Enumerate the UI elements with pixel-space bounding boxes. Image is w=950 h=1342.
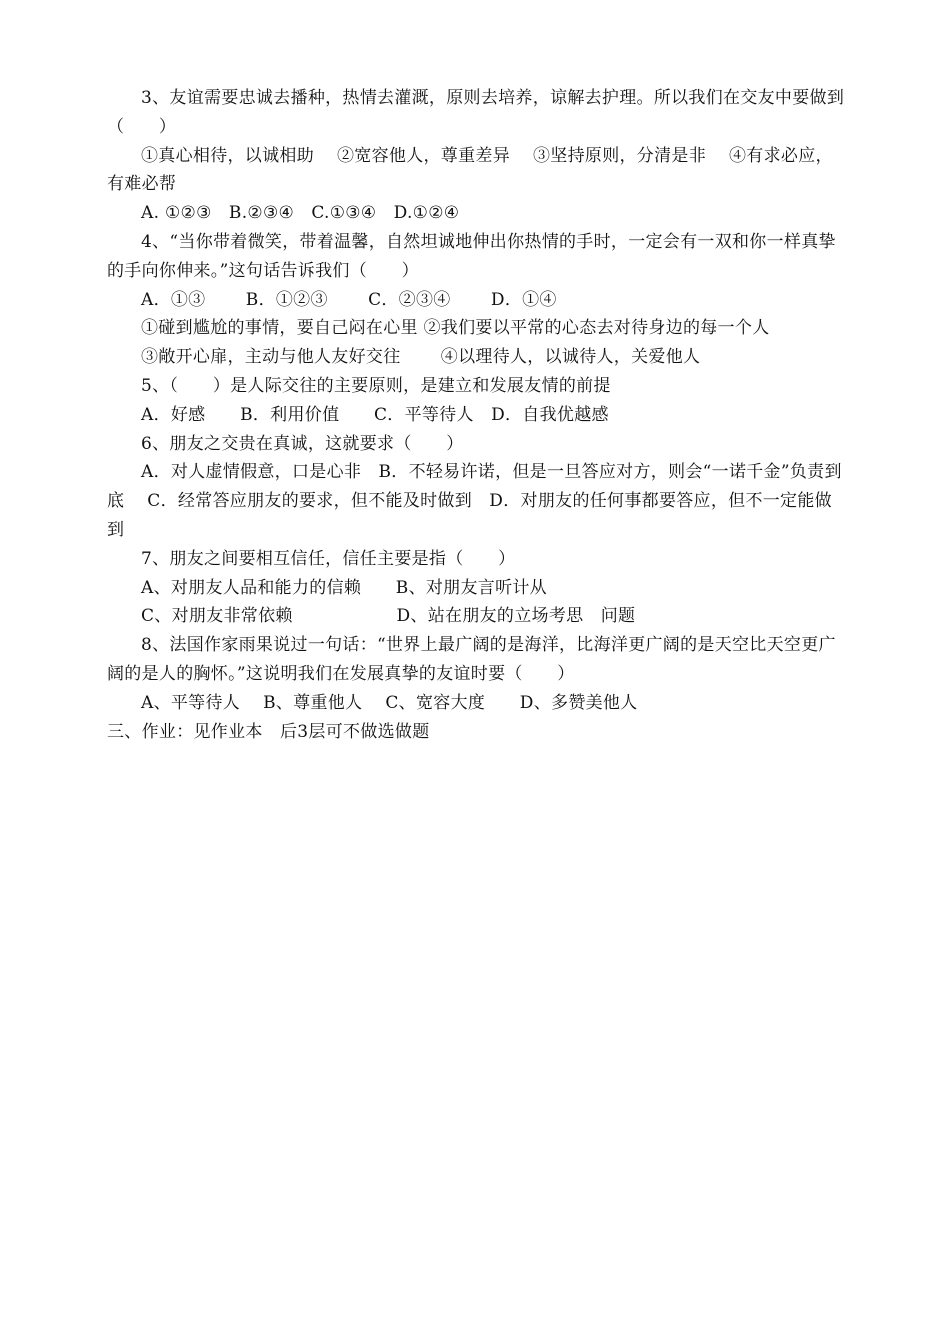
- q5-options: A．好感 B．利用价值 C．平等待人 D．自我优越感: [141, 404, 609, 425]
- q4-item-1: ①碰到尴尬的事情，要自己闷在心里 ②我们要以平常的心态去对待身边的每一个人: [141, 318, 770, 339]
- q7-options-row-2: C、对朋友非常依赖 D、站在朋友的立场考思 问题: [141, 606, 636, 627]
- q5-stem: 5、（ ）是人际交往的主要原则，是建立和发展友情的前提: [141, 375, 611, 396]
- q4-item-2: ③敞开心扉，主动与他人友好交往 ④以理待人，以诚待人，关爱他人: [141, 347, 701, 368]
- q4-options: A．①③ B．①②③ C．②③④ D．①④: [141, 289, 557, 310]
- q6-stem: 6、朋友之交贵在真诚，这就要求（ ）: [141, 433, 464, 454]
- homework-line: 三、作业：见作业本 后3层可不做选做题: [107, 721, 430, 742]
- q7-stem: 7、朋友之间要相互信任，信任主要是指（ ）: [141, 548, 516, 569]
- document-body: [107, 84, 847, 746]
- q7-options-row-1: A、对朋友人品和能力的信赖 B、对朋友言听计从: [141, 577, 547, 598]
- q3-options: A. ①②③ B.②③④ C.①③④ D.①②④: [141, 203, 460, 224]
- q4-stem: 4、“当你带着微笑，带着温馨，自然坦诚地伸出你热情的手时，一定会有一双和你一样真挚的手向你伸来。”这句话告诉我们（ ）: [107, 231, 836, 281]
- q3-stem: 3、友谊需要忠诚去播种，热情去灌溉，原则去培养，谅解去护理。所以我们在交友中要做到（ ）: [107, 88, 845, 137]
- q6-options: A．对人虚情假意，口是心非 B．不轻易许诺，但是一旦答应对方，则会“一诺千金”负责到底 C．经常答应朋友的要求，但不能及时做到 D．对朋友的任何事都要答应，但不一定能做到: [107, 462, 842, 540]
- q3-items: ①真心相待，以诚相助 ②宽容他人，尊重差异 ③坚持原则，分清是非 ④有求必应，有难必帮: [107, 145, 833, 195]
- q8-options: A、平等待人 B、尊重他人 C、宽容大度 D、多赞美他人: [141, 692, 638, 713]
- q8-stem: 8、法国作家雨果说过一句话：“世界上最广阔的是海洋，比海洋更广阔的是天空比天空更广阔的是人的胸怀。”这说明我们在发展真挚的友谊时要（ ）: [107, 635, 836, 684]
